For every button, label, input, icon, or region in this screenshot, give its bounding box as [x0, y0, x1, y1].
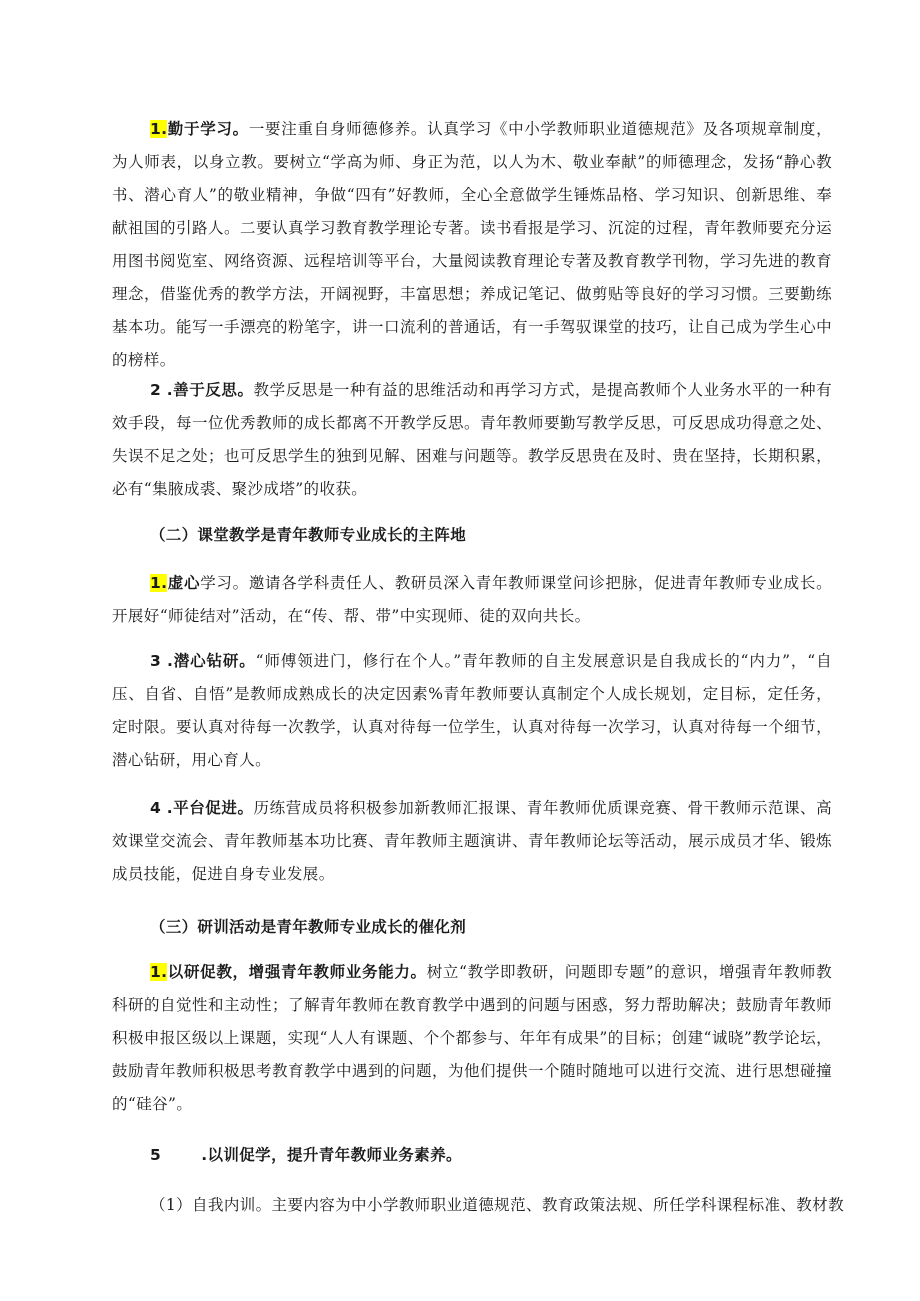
item-title: 虚心 — [167, 574, 201, 592]
paragraph-research-teaching — [112, 956, 832, 1121]
item-number: 4 — [150, 799, 162, 817]
item-title: .潜心钻研。 — [167, 652, 256, 670]
item-title: 勤于学习。 — [167, 120, 249, 138]
item-body: “师傅领进门，修行在个人。”青年教师的自主发展意识是自我成长的“内力”，“自压、自省、自悟”是教师成熟成长的决定因素%青年教师要认真制定个人成长规划，定目标，定任务，定时限。要认真对待每一次教学，认真对待每一位学生，认真对待每一次学习，认真对待每一个细节，潜心钻研，用心育人。 — [112, 652, 832, 769]
item-number-highlighted: 1. — [150, 574, 168, 592]
paragraph-humble-learning — [112, 567, 832, 633]
paragraph-reflection — [112, 374, 832, 506]
item-title: .善于反思。 — [166, 381, 254, 399]
item-body: （1）自我内训。主要内容为中小学教师职业道德规范、教育政策法规、所任学科课程标准、教材教 — [150, 1196, 844, 1214]
item-title: 以研促教，增强青年教师业务能力。 — [167, 963, 427, 981]
item-number-highlighted: 1. — [150, 120, 168, 138]
paragraph-focused-research — [112, 645, 832, 777]
item-body: 一要注重自身师德修养。认真学习《中小学教师职业道德规范》及各项规章制度，为人师表，以身立教。要树立“学高为师、身正为范，以人为木、敬业奉献”的师德理念，发扬“静心教书、潜心育人”的敬业精神，争做“四有”好教师，全心全意做学生锤炼品格、学习知识、创新思维、奉献祖国的引路人。二要认真学习教育教学理论专著。读书看报是学习、沉淀的过程，青年教师要充分运用图书阅览室、网络资源、远程培训等平台，大量阅读教育理论专著及教育教学刊物，学习先进的教育理念，借鉴优秀的教学方法，开阔视野，丰富思想；养成记笔记、做剪贴等良好的学习习惯。三要勤练基本功。能写一手漂亮的粉笔字，讲一口流利的普通话，有一手驾驭课堂的技巧，让自己成为学生心中的榜样。 — [112, 120, 832, 369]
paragraph-self-training — [150, 1189, 850, 1222]
item-number: 2 — [150, 381, 162, 399]
section-heading-3: （三）研训活动是青年教师专业成长的催化剂 — [150, 918, 467, 936]
item-body: 历练营成员将积极参加新教师汇报课、青年教师优质课竞赛、骨干教师示范课、高效课堂交流会、青年教师基本功比赛、青年教师主题演讲、青年教师论坛等活动，展示成员才华、锻炼成员技能，促进自身专业发展。 — [112, 799, 833, 883]
item-body: 树立“教学即教研，问题即专题”的意识，增强青年教师教科研的自觉性和主动性；了解青年教师在教育教学中遇到的问题与困惑，努力帮助解决；鼓励青年教师积极申报区级以上课题，实现“人人有课题、个个都参与、年年有成果”的目标；创建“诚晓”教学论坛，鼓励青年教师积极思考教育教学中遇到的问题，为他们提供一个随时随地可以进行交流、进行思想碰撞的“硅谷”。 — [112, 963, 832, 1113]
paragraph-platform — [112, 792, 832, 891]
paragraph-diligent-study — [112, 113, 832, 377]
item-number: 5 — [150, 1146, 162, 1164]
item-title: .平台促进。 — [166, 799, 254, 817]
paragraph-training — [112, 1139, 832, 1172]
item-title: .以训促学，提升青年教师业务素养。 — [201, 1146, 462, 1164]
item-body: 学习。邀请各学科责任人、教研员深入青年教师课堂问诊把脉，促进青年教师专业成长。开展好“师徒结对”活动，在“传、帮、带”中实现师、徒的双向共长。 — [112, 574, 832, 625]
item-number-highlighted: 1. — [150, 963, 168, 981]
section-heading-2: （二）课堂教学是青年教师专业成长的主阵地 — [150, 526, 467, 544]
item-number: 3 — [150, 652, 162, 670]
item-body: 教学反思是一种有益的思维活动和再学习方式，是提高教师个人业务水平的一种有效手段，每一位优秀教师的成长都离不开教学反思。青年教师要勤写教学反思，可反思成功得意之处、失误不足之处；也可反思学生的独到见解、困难与问题等。教学反思贵在及时、贵在坚持，长期积累，必有“集腋成裘、聚沙成塔”的收获。 — [112, 381, 833, 498]
